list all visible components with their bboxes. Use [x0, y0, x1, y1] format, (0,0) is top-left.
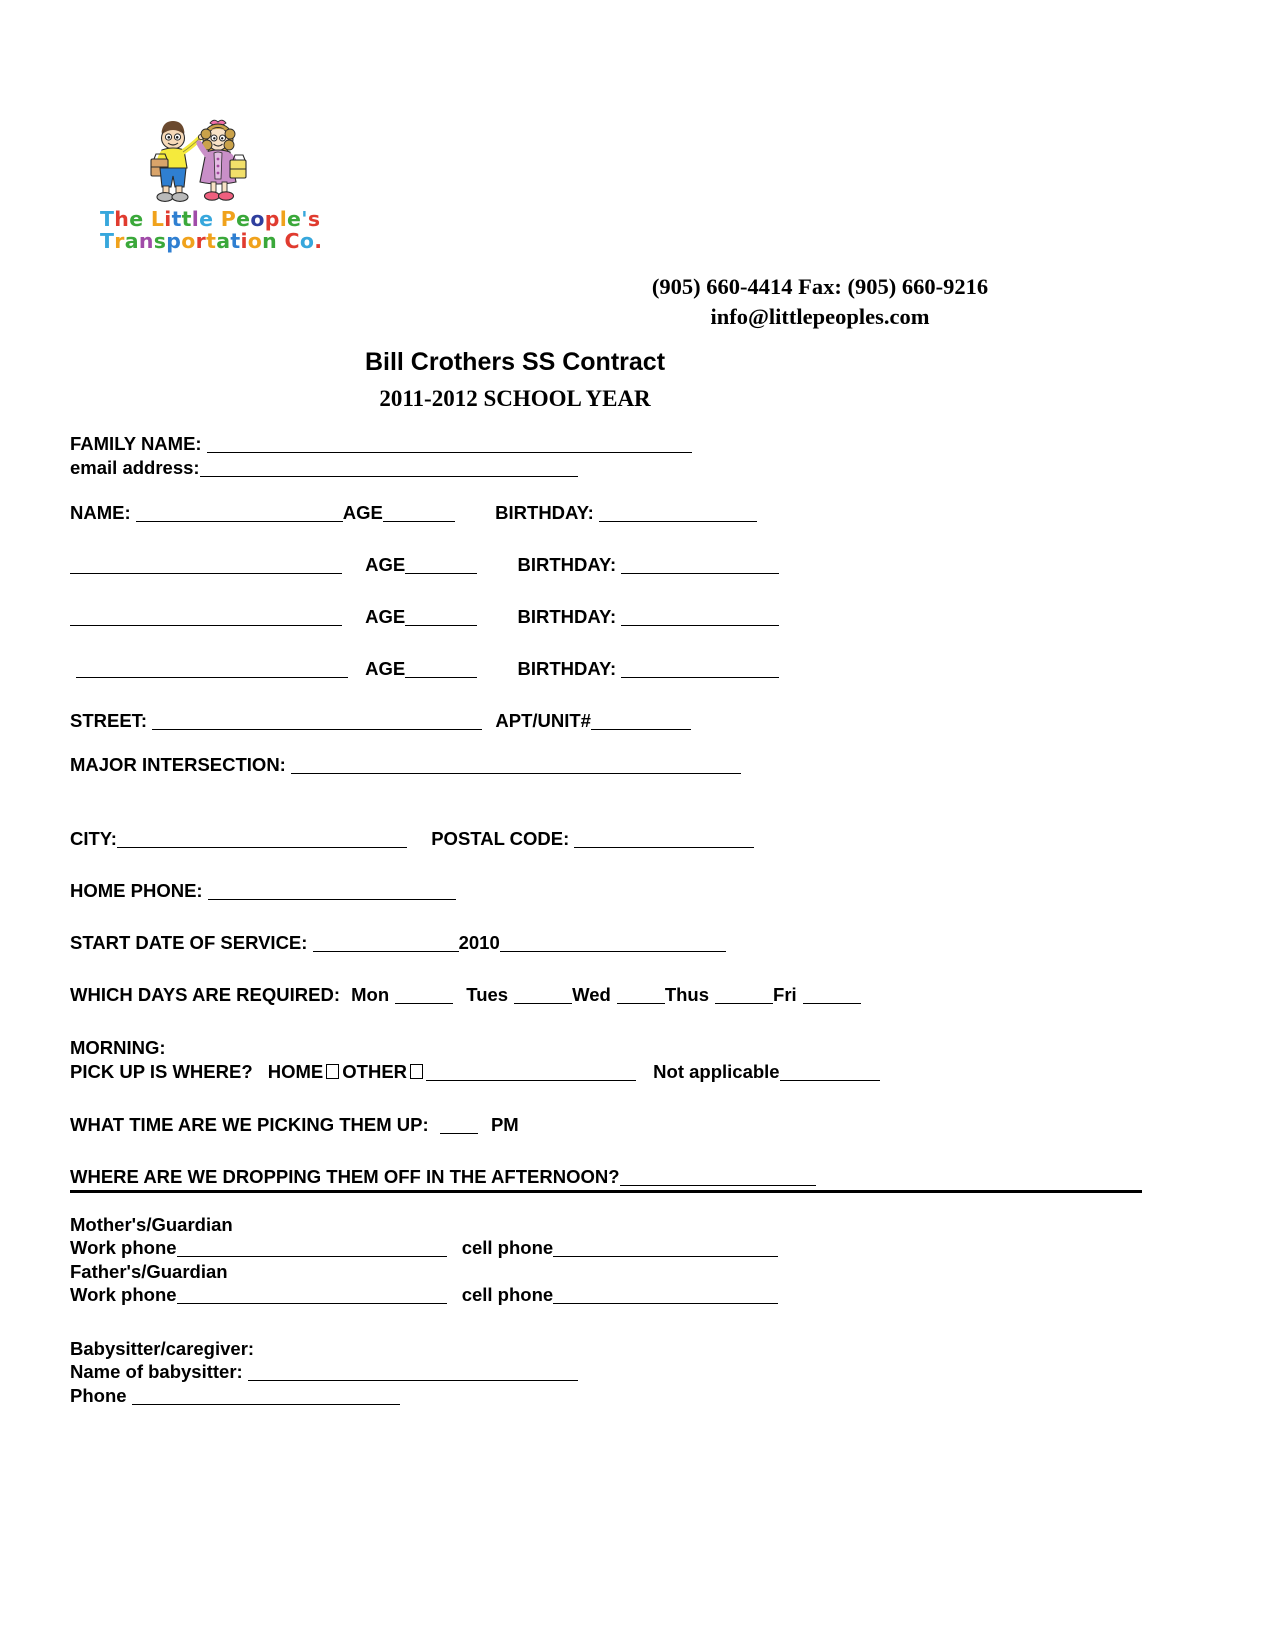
child-name-input-1[interactable]	[136, 506, 343, 522]
email-line: info@littlepeoples.com	[710, 303, 930, 329]
day-label-thus: Thus	[664, 984, 710, 1006]
logo-line-1: The Little People's	[100, 207, 321, 231]
phone-fax-line: (905) 660-4414 Fax: (905) 660-9216	[651, 274, 989, 299]
birthday-label-4: BIRTHDAY:	[517, 658, 617, 680]
father-cell-phone-label: cell phone	[461, 1284, 554, 1306]
contact-info	[470, 272, 1170, 331]
name-label: NAME:	[70, 502, 131, 524]
home-option-label: HOME	[267, 1061, 324, 1083]
age-label-3: AGE	[365, 606, 406, 628]
street-input[interactable]	[152, 714, 482, 730]
mother-work-phone-input[interactable]	[177, 1241, 447, 1257]
start-date-input-2[interactable]	[500, 936, 726, 952]
child-age-input-1[interactable]	[383, 506, 455, 522]
street-label: STREET:	[70, 710, 148, 732]
pickup-time-input[interactable]	[440, 1118, 478, 1134]
start-date-input[interactable]	[313, 936, 459, 952]
apt-unit-label: APT/UNIT#	[495, 710, 591, 732]
pickup-where-label: PICK UP IS WHERE?	[70, 1061, 253, 1083]
logo-line-2: Transportation Co.	[100, 228, 323, 253]
pickup-time-label: WHAT TIME ARE WE PICKING THEM UP:	[70, 1114, 429, 1136]
not-applicable-input[interactable]	[780, 1065, 880, 1081]
mother-guardian-label: Mother's/Guardian	[70, 1214, 233, 1235]
field-dropoff	[70, 1166, 1180, 1188]
city-input[interactable]	[117, 832, 407, 848]
day-input-tues[interactable]	[514, 988, 572, 1004]
child-birthday-input-2[interactable]	[621, 558, 779, 574]
field-babysitter-name	[70, 1360, 1180, 1383]
pickup-time-pm-label: PM	[490, 1114, 519, 1136]
field-child-row-2	[70, 554, 1180, 576]
major-intersection-label: MAJOR INTERSECTION:	[70, 754, 286, 776]
other-option-label: OTHER	[342, 1061, 408, 1083]
child-age-input-3[interactable]	[405, 610, 477, 626]
start-date-label: START DATE OF SERVICE:	[70, 932, 308, 954]
day-input-fri[interactable]	[803, 988, 861, 1004]
email-address-input[interactable]	[200, 461, 578, 477]
field-child-row-1	[70, 502, 1180, 524]
field-child-row-4	[70, 658, 1180, 680]
apt-unit-input[interactable]	[591, 714, 691, 730]
day-label-fri: Fri	[773, 984, 797, 1006]
start-date-year: 2010	[458, 932, 500, 954]
guardian-and-caregiver-section	[70, 1213, 1180, 1407]
field-child-row-3	[70, 606, 1180, 628]
page-title: Bill Crothers SS Contract	[364, 348, 666, 376]
mother-cell-phone-label: cell phone	[461, 1237, 554, 1259]
child-name-input-3[interactable]	[70, 610, 342, 626]
field-email-address	[70, 456, 1180, 480]
field-home-phone	[70, 880, 1180, 902]
field-family-name	[70, 432, 1180, 456]
child-age-input-2[interactable]	[405, 558, 477, 574]
child-birthday-input-1[interactable]	[599, 506, 757, 522]
page-subtitle: 2011-2012 SCHOOL YEAR	[379, 386, 651, 411]
age-label-1: AGE	[342, 502, 383, 524]
child-birthday-input-3[interactable]	[621, 610, 779, 626]
birthday-label-3: BIRTHDAY:	[517, 606, 617, 628]
father-work-phone-input[interactable]	[177, 1288, 447, 1304]
child-name-input-2[interactable]	[70, 558, 342, 574]
postal-code-input[interactable]	[574, 832, 754, 848]
home-checkbox[interactable]	[326, 1064, 339, 1079]
field-street	[70, 710, 1180, 732]
morning-heading: MORNING:	[70, 1037, 166, 1059]
age-label-2: AGE	[365, 554, 406, 576]
day-input-thus[interactable]	[715, 988, 773, 1004]
major-intersection-input[interactable]	[291, 758, 741, 774]
father-work-phone-label: Work phone	[70, 1284, 177, 1306]
field-major-intersection	[70, 754, 1180, 776]
field-father-phones	[70, 1283, 1180, 1306]
field-city-postal	[70, 828, 1180, 850]
other-checkbox[interactable]	[410, 1064, 423, 1079]
day-label-wed: Wed	[572, 984, 611, 1006]
family-name-input[interactable]	[207, 437, 692, 453]
email-address-label: email address:	[70, 457, 200, 479]
children-illustration-icon	[118, 112, 288, 207]
babysitter-section-label: Babysitter/caregiver:	[70, 1337, 255, 1359]
day-input-mon[interactable]	[395, 988, 453, 1004]
birthday-label-2: BIRTHDAY:	[517, 554, 617, 576]
city-label: CITY:	[70, 828, 117, 850]
age-label-4: AGE	[365, 658, 406, 680]
day-label-tues: Tues	[466, 984, 509, 1006]
field-pickup-time	[70, 1114, 1180, 1136]
mother-cell-phone-input[interactable]	[553, 1241, 778, 1257]
babysitter-phone-label: Phone	[70, 1384, 127, 1406]
company-logo	[100, 112, 323, 253]
mother-work-phone-label: Work phone	[70, 1237, 177, 1259]
field-start-date	[70, 932, 1180, 954]
home-phone-label: HOME PHONE:	[70, 880, 203, 902]
field-which-days	[70, 984, 1180, 1006]
field-pickup-where	[70, 1060, 1180, 1084]
section-divider	[70, 1190, 1142, 1193]
day-input-wed[interactable]	[617, 988, 665, 1004]
other-location-input[interactable]	[426, 1065, 636, 1081]
field-babysitter-phone	[70, 1384, 1180, 1407]
not-applicable-label: Not applicable	[653, 1061, 780, 1083]
father-cell-phone-input[interactable]	[553, 1288, 778, 1304]
form-fields	[70, 432, 1180, 1188]
child-birthday-input-4[interactable]	[621, 662, 779, 678]
family-name-label: FAMILY NAME:	[70, 433, 202, 454]
father-guardian-label: Father's/Guardian	[70, 1260, 228, 1282]
babysitter-name-label: Name of babysitter:	[70, 1361, 243, 1383]
logo-wordmark	[100, 207, 323, 253]
home-phone-input[interactable]	[208, 884, 456, 900]
day-label-mon: Mon	[351, 984, 390, 1006]
babysitter-phone-input[interactable]	[132, 1389, 400, 1405]
dropoff-input[interactable]	[620, 1170, 816, 1186]
which-days-label: WHICH DAYS ARE REQUIRED:	[70, 984, 340, 1006]
child-age-input-4[interactable]	[405, 662, 477, 678]
dropoff-label: WHERE ARE WE DROPPING THEM OFF IN THE AFTERNOON?	[70, 1166, 620, 1188]
birthday-label-1: BIRTHDAY:	[495, 502, 594, 524]
postal-code-label: POSTAL CODE:	[431, 828, 570, 850]
child-name-input-4[interactable]	[76, 662, 348, 678]
babysitter-name-input[interactable]	[248, 1365, 578, 1381]
field-mother-phones	[70, 1236, 1180, 1259]
